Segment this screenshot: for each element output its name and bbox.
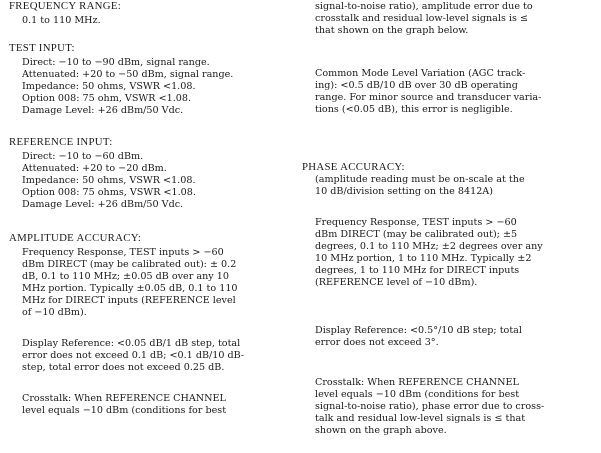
reference-input-line: Direct: −10 to −60 dBm.	[22, 151, 144, 162]
text-line: range. For minor source and transducer varia-	[315, 92, 542, 104]
text-line: signal-to-noise ratio), amplitude error due to	[315, 1, 533, 12]
text-line: dB, 0.1 to 110 MHz; ±0.05 dB over any 10	[22, 271, 229, 283]
text-line: (amplitude reading must be on-scale at the	[315, 174, 525, 185]
frequency-range-heading: FREQUENCY RANGE:	[9, 0, 122, 12]
text-line: Common Mode Level Variation (AGC track-	[315, 68, 526, 79]
text-line: signal-to-noise ratio), phase error due to cross-	[315, 401, 545, 413]
test-input-section	[9, 42, 277, 117]
reference-input-heading: REFERENCE INPUT:	[9, 136, 113, 148]
reference-input-section	[9, 136, 277, 211]
text-line: dBm DIRECT (may be calibrated out); ±5	[315, 229, 518, 241]
amplitude-frequency-response	[9, 247, 277, 320]
text-line: 10 MHz portion, 1 to 110 MHz. Typically ±2	[315, 253, 532, 265]
phase-display-reference	[305, 325, 590, 349]
amplitude-accuracy-heading: AMPLITUDE ACCURACY:	[9, 232, 142, 244]
reference-input-line: Damage Level: +26 dBm/50 Vdc.	[22, 199, 184, 211]
phase-frequency-response	[305, 217, 590, 290]
text-line: degrees, 0.1 to 110 MHz; ±2 degrees over any	[315, 241, 543, 253]
text-line: dBm DIRECT (may be calibrated out): ± 0.2	[22, 259, 237, 271]
text-line: level equals −10 dBm (conditions for best	[22, 405, 227, 417]
crosstalk-continued	[305, 1, 590, 37]
text-line: 10 dB/division setting on the 8412A)	[315, 186, 493, 198]
amplitude-accuracy-section	[9, 232, 277, 320]
amplitude-display-reference	[9, 338, 290, 374]
text-line: Crosstalk: When REFERENCE CHANNEL	[22, 393, 226, 404]
test-input-line: Direct: −10 to −90 dBm, signal range.	[22, 57, 210, 68]
text-line: tions (<0.05 dB), this error is negligible.	[315, 104, 513, 116]
reference-input-line: Attenuated: +20 to −20 dBm.	[22, 163, 167, 175]
text-line: shown on the graph above.	[315, 425, 447, 437]
frequency-range-value: 0.1 to 110 MHz.	[22, 15, 101, 26]
text-line: degrees, 1 to 110 MHz for DIRECT inputs	[315, 265, 520, 277]
text-line: Crosstalk: When REFERENCE CHANNEL	[315, 377, 519, 388]
text-line: of −10 dBm).	[22, 307, 87, 319]
text-line: Display Reference: <0.05 dB/1 dB step, total	[22, 338, 241, 349]
test-input-heading: TEST INPUT:	[9, 42, 75, 54]
text-line: ing): <0.5 dB/10 dB over 30 dB operating	[315, 80, 518, 92]
phase-accuracy-section	[302, 161, 580, 198]
test-input-line: Attenuated: +20 to −50 dBm, signal range.	[22, 69, 234, 81]
text-line: (REFERENCE level of −10 dBm).	[315, 277, 478, 289]
phase-accuracy-heading: PHASE ACCURACY:	[302, 161, 405, 173]
reference-input-line: Impedance: 50 ohms, VSWR <1.08.	[22, 175, 196, 187]
text-line: Frequency Response, TEST inputs > −60	[315, 217, 517, 228]
phase-crosstalk	[305, 377, 590, 437]
text-line: Frequency Response, TEST inputs > −60	[22, 247, 224, 258]
reference-input-line: Option 008: 75 ohms, VSWR <1.08.	[22, 187, 196, 199]
text-line: MHz portion. Typically ±0.05 dB, 0.1 to 110	[22, 283, 238, 295]
text-line: level equals −10 dBm (conditions for best	[315, 389, 520, 401]
amplitude-crosstalk	[9, 393, 290, 417]
text-line: that shown on the graph below.	[315, 25, 469, 37]
text-line: error does not exceed 0.1 dB; <0.1 dB/10 dB-	[22, 350, 245, 362]
text-line: crosstalk and residual low-level signals is ≤	[315, 13, 529, 25]
common-mode-level-variation	[305, 68, 590, 116]
test-input-line: Impedance: 50 ohms, VSWR <1.08.	[22, 81, 196, 93]
frequency-range-section	[9, 0, 277, 27]
text-line: Display Reference: <0.5°/10 dB step; total	[315, 325, 522, 336]
test-input-line: Option 008: 75 ohm, VSWR <1.08.	[22, 93, 192, 105]
text-line: error does not exceed 3°.	[315, 337, 439, 349]
text-line: MHz for DIRECT inputs (REFERENCE level	[22, 295, 236, 307]
test-input-line: Damage Level: +26 dBm/50 Vdc.	[22, 105, 184, 117]
phase-note	[305, 174, 580, 198]
text-line: talk and residual low-level signals is ≤ that	[315, 413, 526, 425]
text-line: step, total error does not exceed 0.25 dB.	[22, 362, 225, 374]
